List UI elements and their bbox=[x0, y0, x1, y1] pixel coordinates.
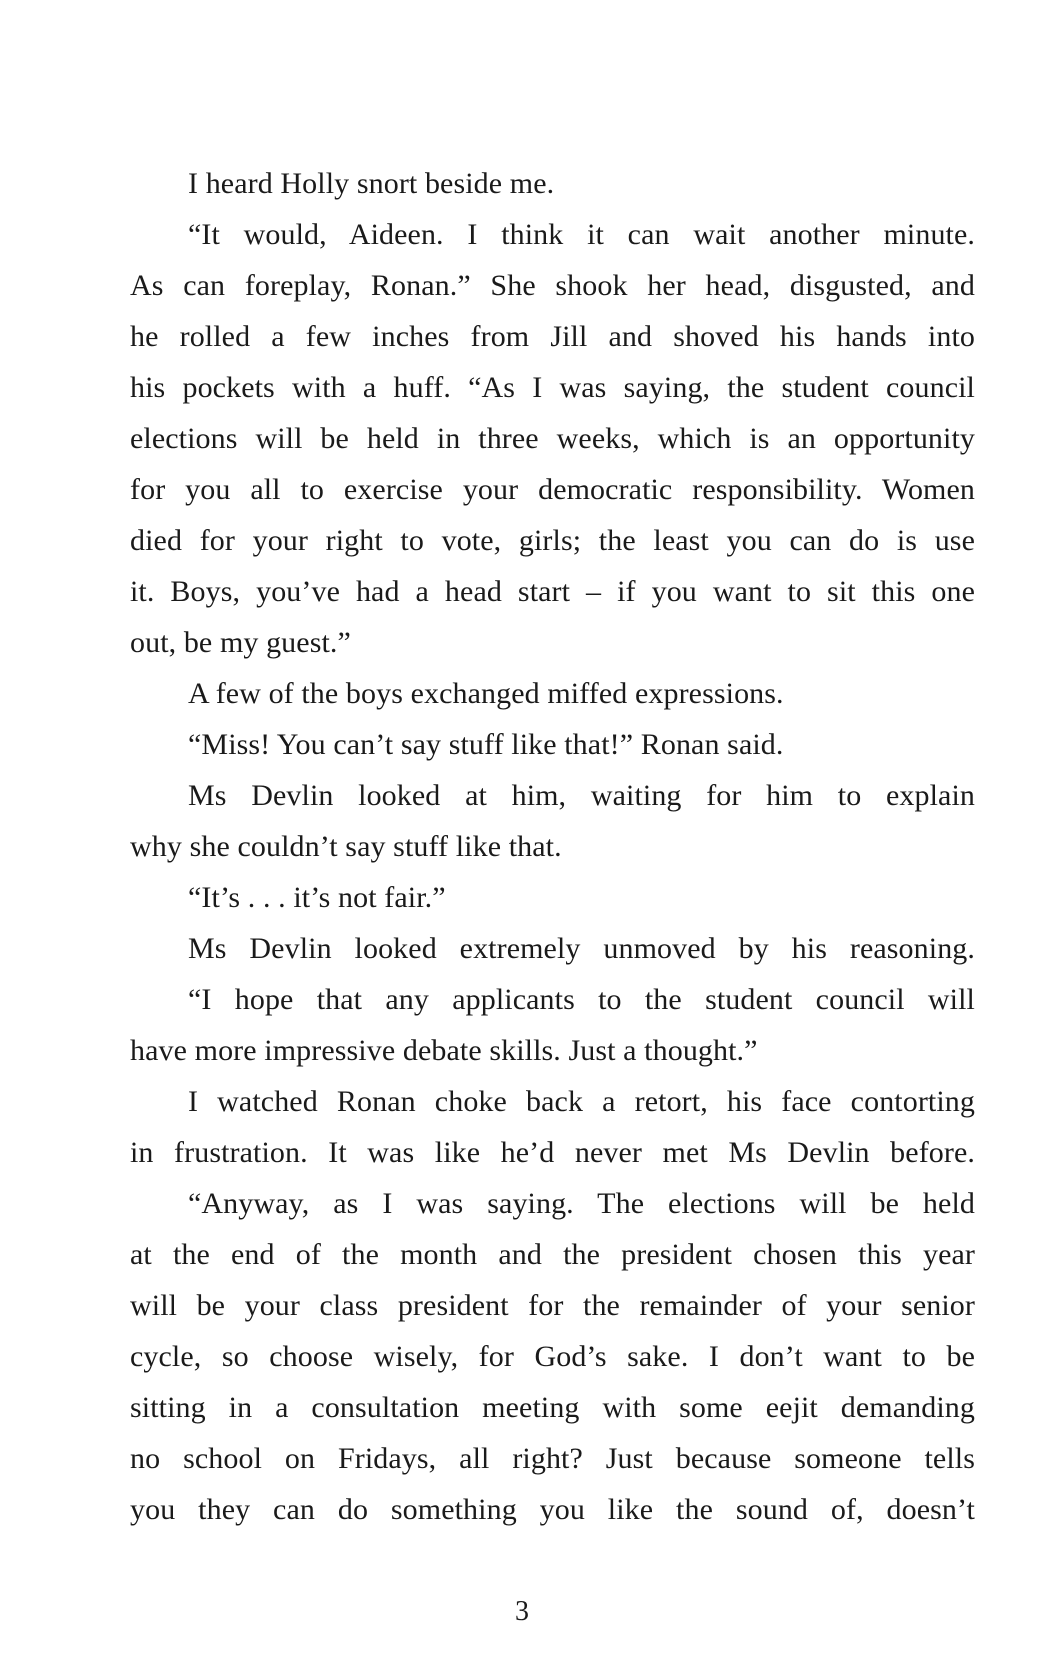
text-line: Ms Devlin looked at him, waiting for him to explain bbox=[188, 779, 975, 812]
text-line: elections will be held in three weeks, which is an opportunity bbox=[130, 422, 975, 455]
page-number: 3 bbox=[515, 1596, 529, 1627]
text-line: “Anyway, as I was saying. The elections will be held bbox=[188, 1187, 975, 1220]
text-line: why she couldn’t say stuff like that. bbox=[130, 830, 562, 863]
text-line: A few of the boys exchanged miffed expressions. bbox=[188, 677, 784, 710]
text-line: out, be my guest.” bbox=[130, 626, 351, 659]
text-line: Ms Devlin looked extremely unmoved by his reasoning. bbox=[188, 932, 975, 965]
text-line: he rolled a few inches from Jill and shoved his hands into bbox=[130, 320, 975, 353]
text-line: in frustration. It was like he’d never met Ms Devlin before. bbox=[130, 1136, 975, 1169]
text-line: died for your right to vote, girls; the least you can do is use bbox=[130, 524, 975, 557]
text-line: his pockets with a huff. “As I was saying, the student council bbox=[130, 371, 975, 404]
text-line: it. Boys, you’ve had a head start – if you want to sit this one bbox=[130, 575, 975, 608]
text-line: “It would, Aideen. I think it can wait another minute. bbox=[188, 218, 975, 251]
text-line: I heard Holly snort beside me. bbox=[188, 167, 555, 200]
body-text bbox=[130, 158, 975, 1535]
text-line: “It’s . . . it’s not fair.” bbox=[188, 881, 446, 914]
text-line: cycle, so choose wisely, for God’s sake. I don’t want to be bbox=[130, 1340, 975, 1373]
text-line: no school on Fridays, all right? Just because someone tells bbox=[130, 1442, 975, 1475]
text-line: “Miss! You can’t say stuff like that!” Ronan said. bbox=[188, 728, 784, 761]
text-line: at the end of the month and the president chosen this year bbox=[130, 1238, 975, 1271]
text-line: I watched Ronan choke back a retort, his face contorting bbox=[188, 1085, 975, 1118]
text-line: will be your class president for the remainder of your senior bbox=[130, 1289, 975, 1322]
text-line: As can foreplay, Ronan.” She shook her head, disgusted, and bbox=[130, 269, 975, 302]
text-line: “I hope that any applicants to the student council will bbox=[188, 983, 975, 1016]
text-line: for you all to exercise your democratic responsibility. Women bbox=[130, 473, 975, 506]
text-line: sitting in a consultation meeting with some eejit demanding bbox=[130, 1391, 975, 1424]
text-line: you they can do something you like the sound of, doesn’t bbox=[130, 1493, 975, 1526]
text-line: have more impressive debate skills. Just a thought.” bbox=[130, 1034, 758, 1067]
